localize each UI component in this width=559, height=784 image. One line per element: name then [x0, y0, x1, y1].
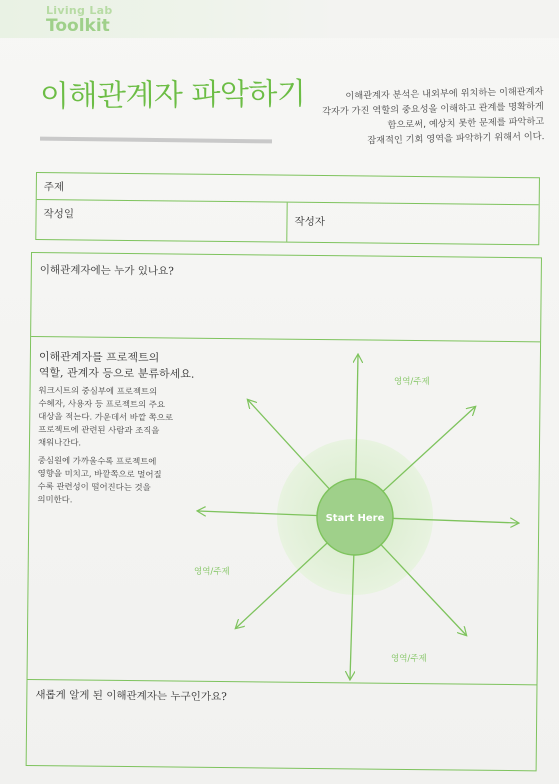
title-underline: [40, 137, 272, 144]
description-line: 함으로써, 예상치 못한 문제를 파악하고: [387, 116, 545, 131]
instruction-paragraph-1: [38, 384, 173, 450]
description-line: 각자가 가진 역할의 중요성을 이해하고 관계를 명확하게: [322, 101, 544, 118]
instruction-line: 대상을 적는다. 가운데서 바깥 쪽으로: [38, 411, 173, 423]
instruction-line: 중심원에 가까울수록 프로젝트에: [37, 455, 157, 467]
zone-label: 영역/주제: [194, 567, 230, 577]
date-label: 작성일: [43, 208, 75, 221]
topic-label: 주제: [43, 181, 65, 194]
instruction-paragraph-2: [37, 454, 161, 507]
instruction-line: 수혜자, 사용자 등 프로젝트의 주요: [38, 398, 166, 410]
author-label: 작성자: [294, 215, 325, 229]
page-title: 이해관계자 파악하기: [39, 76, 306, 115]
question-who: 이해관계자에는 누가 있나요?: [39, 264, 174, 278]
question-classify: [39, 349, 195, 383]
question-classify-line: 이해관계자를 프로젝트의: [38, 350, 160, 365]
info-form: [35, 172, 540, 245]
center-label: Start Here: [325, 513, 385, 524]
question-classify-line: 역할, 관계자 등으로 분류하세요.: [38, 366, 195, 381]
instruction-line: 채워나간다.: [37, 437, 82, 448]
instruction-line: 수록 관련성이 떨어진다는 것을: [37, 481, 151, 493]
description-line: 이해관계자 분석은 내외부에 위치하는 이해관계자: [345, 86, 544, 102]
instruction-line: 영향을 미치고, 바깥쪽으로 멀어질: [37, 468, 162, 480]
question-new: 새롭게 알게 된 이해관계자는 누구인가요?: [35, 689, 227, 704]
instruction-line: 프로젝트에 관련된 사람과 조직을: [38, 424, 160, 436]
zone-label: 영역/주제: [391, 654, 427, 664]
instruction-line: 워크시트의 중심부에 프로젝트의: [38, 385, 158, 397]
zone-label: 영역/주제: [394, 377, 430, 387]
instruction-line: 의미한다.: [37, 494, 73, 505]
brand-line2: Toolkit: [46, 16, 110, 36]
description-line: 잠재적인 기회 영역을 파악하기 위해서 이다.: [367, 131, 545, 147]
stakeholder-map: [190, 345, 530, 685]
brand-line1: Living Lab: [46, 4, 113, 17]
description: [299, 84, 544, 150]
section-divider: [31, 336, 540, 342]
